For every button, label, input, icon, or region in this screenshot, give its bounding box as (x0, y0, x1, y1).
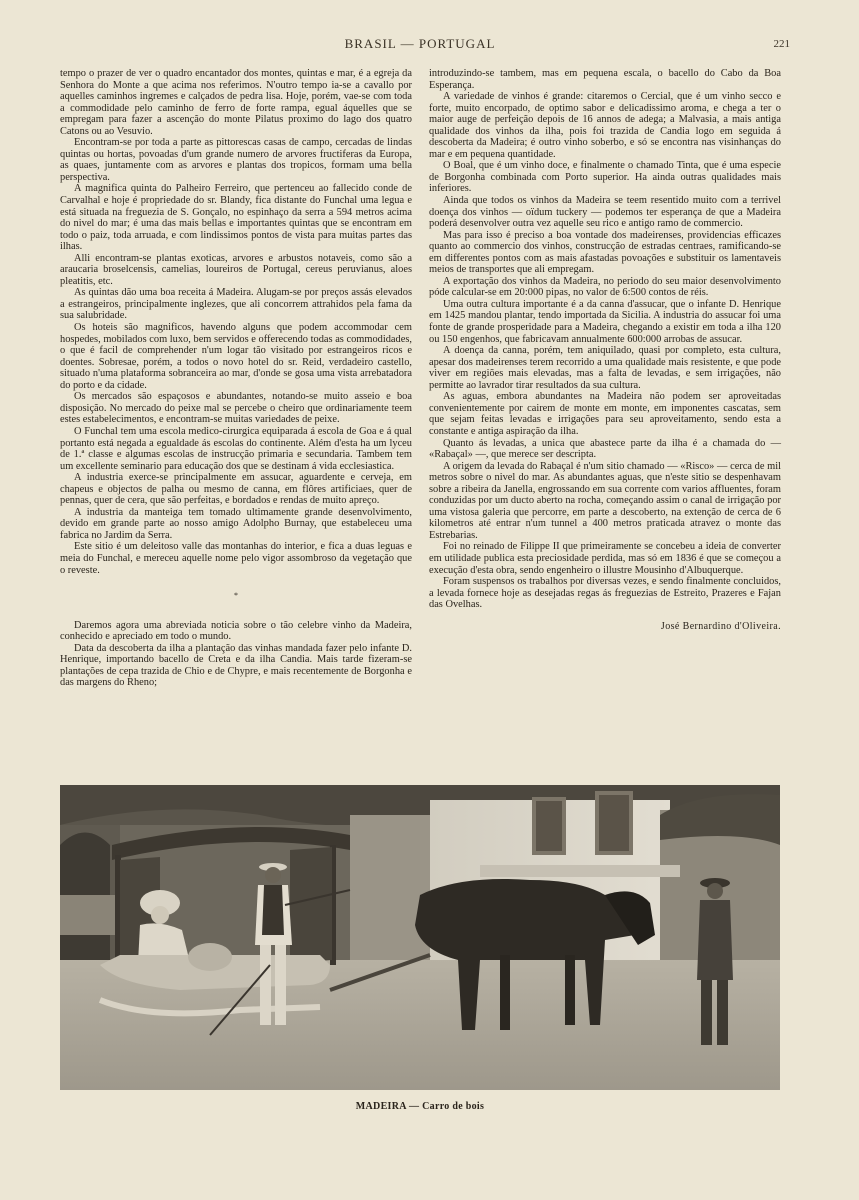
paragraph: Os hoteis são magnificos, havendo alguns que podem accommodar cem hospedes, mobilados com luxo, bem servidos e offerecendo todas as commodidades, o que é facil de comprehender n'um logar tão visitado por estrangeiros ricos e doentes. Sobresae, porém, a todos o novo hotel do sr. Reid, verdadeiro castello, situado n'uma plataforma sobranceira ao mar, d'onde se gosa uma vista arrebatadora do porto e da cidade. (60, 322, 412, 391)
paragraph: Este sitio é um deleitoso valle das montanhas do interior, e fica a duas leguas e meia do Funchal, e mereceu aquelle nome pelo vigor assombroso da vegetação que o reveste. (60, 541, 412, 576)
paragraph: Ainda que todos os vinhos da Madeira se teem resentido muito com a terrivel doença dos vinhos — oïdum tuckery — podemos ter esperança de que a Madeira poderá desenvolver outra vez aquelle seu rico e antigo ramo de commercio. (429, 195, 781, 230)
page-header (60, 36, 790, 56)
left-column (60, 68, 412, 689)
section-break: * (234, 591, 238, 601)
paragraph: A variedade de vinhos é grande: citaremos o Cercial, que é um vinho secco e forte, muito encorpado, de optimo sabor e delicadissimo aroma, e chega a ter o maior auge de perfeição depois de 16 annos de adega; a Malvasia, a mais antiga qualidade dos vinhos da ilha, pois foi trazida de Candia logo em seguida á descoberta da Madeira; é outro vinho soberbo, e só se encontra nas visinhanças do mar e em pequena quantidade. (429, 91, 781, 160)
paragraph: A industria exerce-se principalmente em assucar, aguardente e cerveja, em chapeus e objectos de palha ou mesmo de canna, em flôres artificiaes, quer de pennas, quer de cera, que são perfeitas, e bordados e rendas de muito apreço. (60, 472, 412, 507)
right-column (429, 68, 781, 632)
paragraph: Mas para isso é preciso a boa vontade dos madeirenses, providencias efficazes quanto ao commercio dos vinhos, construcção de estradas centraes, ramificando-se em differentes pontos com as mais afastadas povoações e substituir os lamentaveis meios de transportes que ali empregam. (429, 229, 781, 276)
page-number: 221 (773, 38, 790, 50)
paragraph: O Funchal tem uma escola medico-cirurgica equiparada á escola de Goa e á qual portanto está negada a egualdade ás escolas do continente. Além d'esta ha um lyceu de 1.ª classe e algumas escolas de instrucção primaria e secundaria. Tambem tem um excellente seminario para educação dos que se destinam á vida ecclesiastica. (60, 425, 412, 472)
paragraph: As aguas, embora abundantes na Madeira não podem ser aproveitadas convenientemente por cairem de monte em monte, em imponentes cascatas, sem que sejam feitas levadas e irrigações para seu aproveitamento, sendo esta a constante e antiga aspiração da ilha. (429, 391, 781, 437)
paragraph: Foi no reinado de Filippe II que primeiramente se concebeu a ideia de converter em utilidade publica esta preciosidade perdida, mas só em 1836 é que se começou a execução d'esta obra, sendo engenheiro o illustre Mousinho d'Albuquerque. (429, 541, 781, 576)
paragraph: Uma outra cultura importante é a da canna d'assucar, que o infante D. Henrique em 1425 mandou plantar, tendo importada da Sicilia. A industria do assucar foi uma fonte de grande prosperidade para a Madeira, chegando a existir em toda a ilha 120 ou 150 engenhos, que fabricavam annualmente 600:000 arrobas de assucar. (429, 298, 781, 345)
paragraph: Foram suspensos os trabalhos por diversas vezes, e sendo finalmente concluidos, a levada fornece hoje as desejadas regas ás freguezias de Estreito, Prazeres e Fajan das Ovelhas. (429, 576, 781, 611)
photo-caption: MADEIRA — Carro de bois (355, 1101, 485, 1112)
running-title: BRASIL — PORTUGAL (344, 36, 496, 51)
paragraph: Encontram-se por toda a parte as pittorescas casas de campo, cercadas de lindas quintas ou hortas, povoadas d'um grande numero de arvores fructiferas da Europa, as quaes, juntamente com as arvores e plantas dos tropicos, formam uma bella perspectiva. (60, 137, 412, 183)
photograph-ox-cart (60, 785, 780, 1090)
paragraph: Os mercados são espaçosos e abundantes, notando-se muito asseio e boa disposição. No mercado do peixe mal se percebe o cheiro que ordinariamente teem estes estabelecimentos, e encontram-se muitas variedades de peixe. (60, 391, 412, 426)
paragraph: Quanto ás levadas, a unica que abastece parte da ilha é a chamada do — «Rabaçal» —, que merece ser descripta. (429, 437, 781, 461)
paragraph: tempo o prazer de ver o quadro encantador dos montes, quintas e mar, é a egreja da Senhora do Monte a que acima nos referimos. N'outro tempo ia-se a cavallo por aquelles caminhos ingremes e calçados de pedra lisa. Hoje, porém, vae-se com toda a commodidade pelo caminho de ferro de forte rampa, egual áquelles que se empregam para fazer a ascenção do monte Pilatus proximo do lago dos quatro Catons ou ao Vesuvio. (60, 68, 412, 137)
author-signature: José Bernardino d'Oliveira. (660, 620, 781, 632)
paragraph: Data da descoberta da ilha a plantação das vinhas mandada fazer pelo infante D. Henrique, importando bacello de Creta e da ilha Candia. Mais tarde fizeram-se plantações de cepa trazida de Chio e de Chypre, e mais recentemente de Borgonha e das margens do Rheno; (60, 642, 412, 689)
paragraph: O Boal, que é um vinho doce, e finalmente o chamado Tinta, que é uma especie de Borgonha combinada com Porto superior. Ha ainda outras qualidades mais inferiores. (429, 160, 781, 195)
paragraph: introduzindo-se tambem, mas em pequena escala, o bacello do Cabo da Boa Esperança. (429, 68, 781, 91)
paragraph: As quintas dão uma boa receita á Madeira. Alugam-se por preços assás elevados a estrangeiros, principalmente inglezes, que ali concorrem attrahidos pela fama da sua salubridade. (60, 287, 412, 322)
paragraph: A origem da levada do Rabaçal é n'um sitio chamado — «Risco» — cerca de mil metros sobre o nivel do mar. As abundantes aguas, que n'este sitio se despenhavam sobre a ribeira da Janella, engrossando em sua corrente com varios affluentes, foram conduzidas por um ducto aberto na rocha, começando assim o canal de irrigação por uma vistosa galeria que percorre, em parte a descoberto, na extenção de cerca de 6 kilometros até entrar n'um tunnel a 400 metros praticada atravez o monte das Estrebarias. (429, 460, 781, 541)
paragraph: A exportação dos vinhos da Madeira, no periodo do seu maior desenvolvimento póde calcular-se em 20:000 pipas, no valor de 6:500 contos de réis. (429, 275, 781, 299)
paragraph: Alli encontram-se plantas exoticas, arvores e arbustos notaveis, como são a araucaria broselcensis, camelias, loureiros de Portugal, cereus peruvianus, aloes pleatitis, etc. (60, 252, 412, 287)
paragraph: Daremos agora uma abreviada noticia sobre o tão celebre vinho da Madeira, conhecido e apreciado em todo o mundo. (60, 619, 412, 643)
paragraph: A doença da canna, porém, tem aniquilado, quasi por completo, esta cultura, apesar dos madeirenses terem recorrido a uma qualidade mais resistente, e que pode viver em regiões mais elevadas, mas a falta de levadas, e sem irrigações, não permitte ao lavrador tirar resultados da sua cultura. (429, 345, 781, 391)
photograph-image (60, 785, 780, 1090)
paragraph: A magnifica quinta do Palheiro Ferreiro, que pertenceu ao fallecido conde de Carvalhal e hoje é propriedade do sr. Blandy, fica distante do Funchal uma legua e está situada na freguezia de S. Gonçalo, no espinhaço da serra a 594 metros acima do nivel do mar; é uma das mais bellas e importantes quintas que se encontram em todo o paiz, toda arruada, e com lindissimos pontos de vista para muitas partes das ilhas. (60, 183, 412, 253)
paragraph: A industria da manteiga tem tomado ultimamente grande desenvolvimento, devido em grande parte ao nosso amigo Adolpho Burnay, que estabeleceu uma fabrica no Jardim da Serra. (60, 506, 412, 541)
